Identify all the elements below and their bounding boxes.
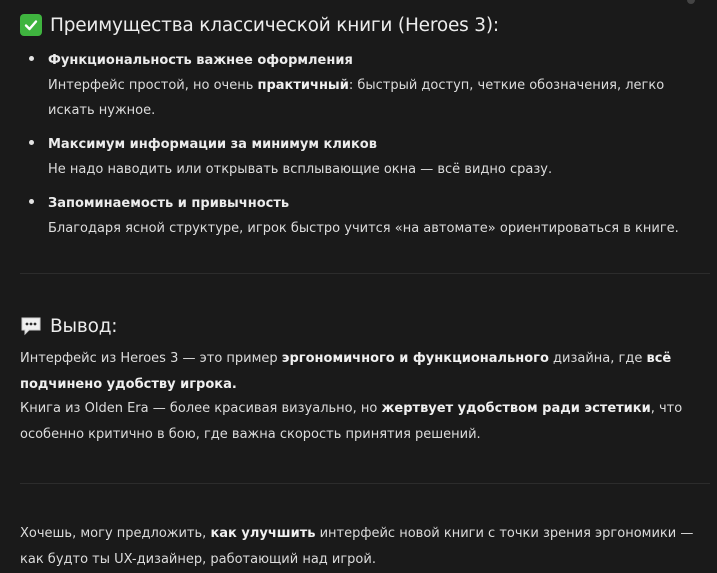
closing-paragraph: Хочешь, могу предложить, как улучшить интерфейс новой книги с точки зрения эргономики — как будто ты UX-дизайнер, работающий над игрой.	[20, 526, 694, 567]
list-item-title: Запоминаемость и привычность	[48, 196, 290, 211]
check-mark-icon	[20, 14, 42, 36]
speech-balloon-icon	[20, 315, 42, 337]
section-heading-conclusion	[20, 315, 117, 337]
section-heading-benefits	[20, 14, 499, 36]
list-item-title: Максимум информации за минимум кликов	[48, 137, 377, 152]
list-item-description: Благодаря ясной структуре, игрок быстро учится «на автомате» ориентироваться в книге.	[48, 221, 679, 236]
divider	[20, 483, 710, 484]
list-item-description: Интерфейс простой, но очень практичный: быстрый доступ, четкие обозначения, легко искать нужное.	[48, 78, 665, 118]
section-title: Вывод:	[50, 315, 118, 337]
scrollbar-top-marker	[687, 0, 695, 4]
list-item-description: Не надо наводить или открывать всплывающие окна — всё видно сразу.	[48, 162, 553, 177]
conclusion-paragraph-2: Книга из Olden Era — более красивая визуально, но жертвует удобством ради эстетики, что особенно критично в бою, где важна скорость принятия решений.	[20, 401, 683, 442]
divider	[20, 273, 710, 274]
list-item	[20, 191, 710, 241]
list-item	[20, 132, 710, 182]
conclusion-paragraph-1: Интерфейс из Heroes 3 — это пример эргономичного и функционального дизайна, где всё подчинено удобству игрока.	[20, 351, 672, 392]
benefits-list	[20, 48, 710, 250]
list-item-title: Функциональность важнее оформления	[48, 53, 353, 68]
list-item	[20, 48, 710, 123]
section-title: Преимущества классической книги (Heroes 3):	[50, 14, 499, 36]
